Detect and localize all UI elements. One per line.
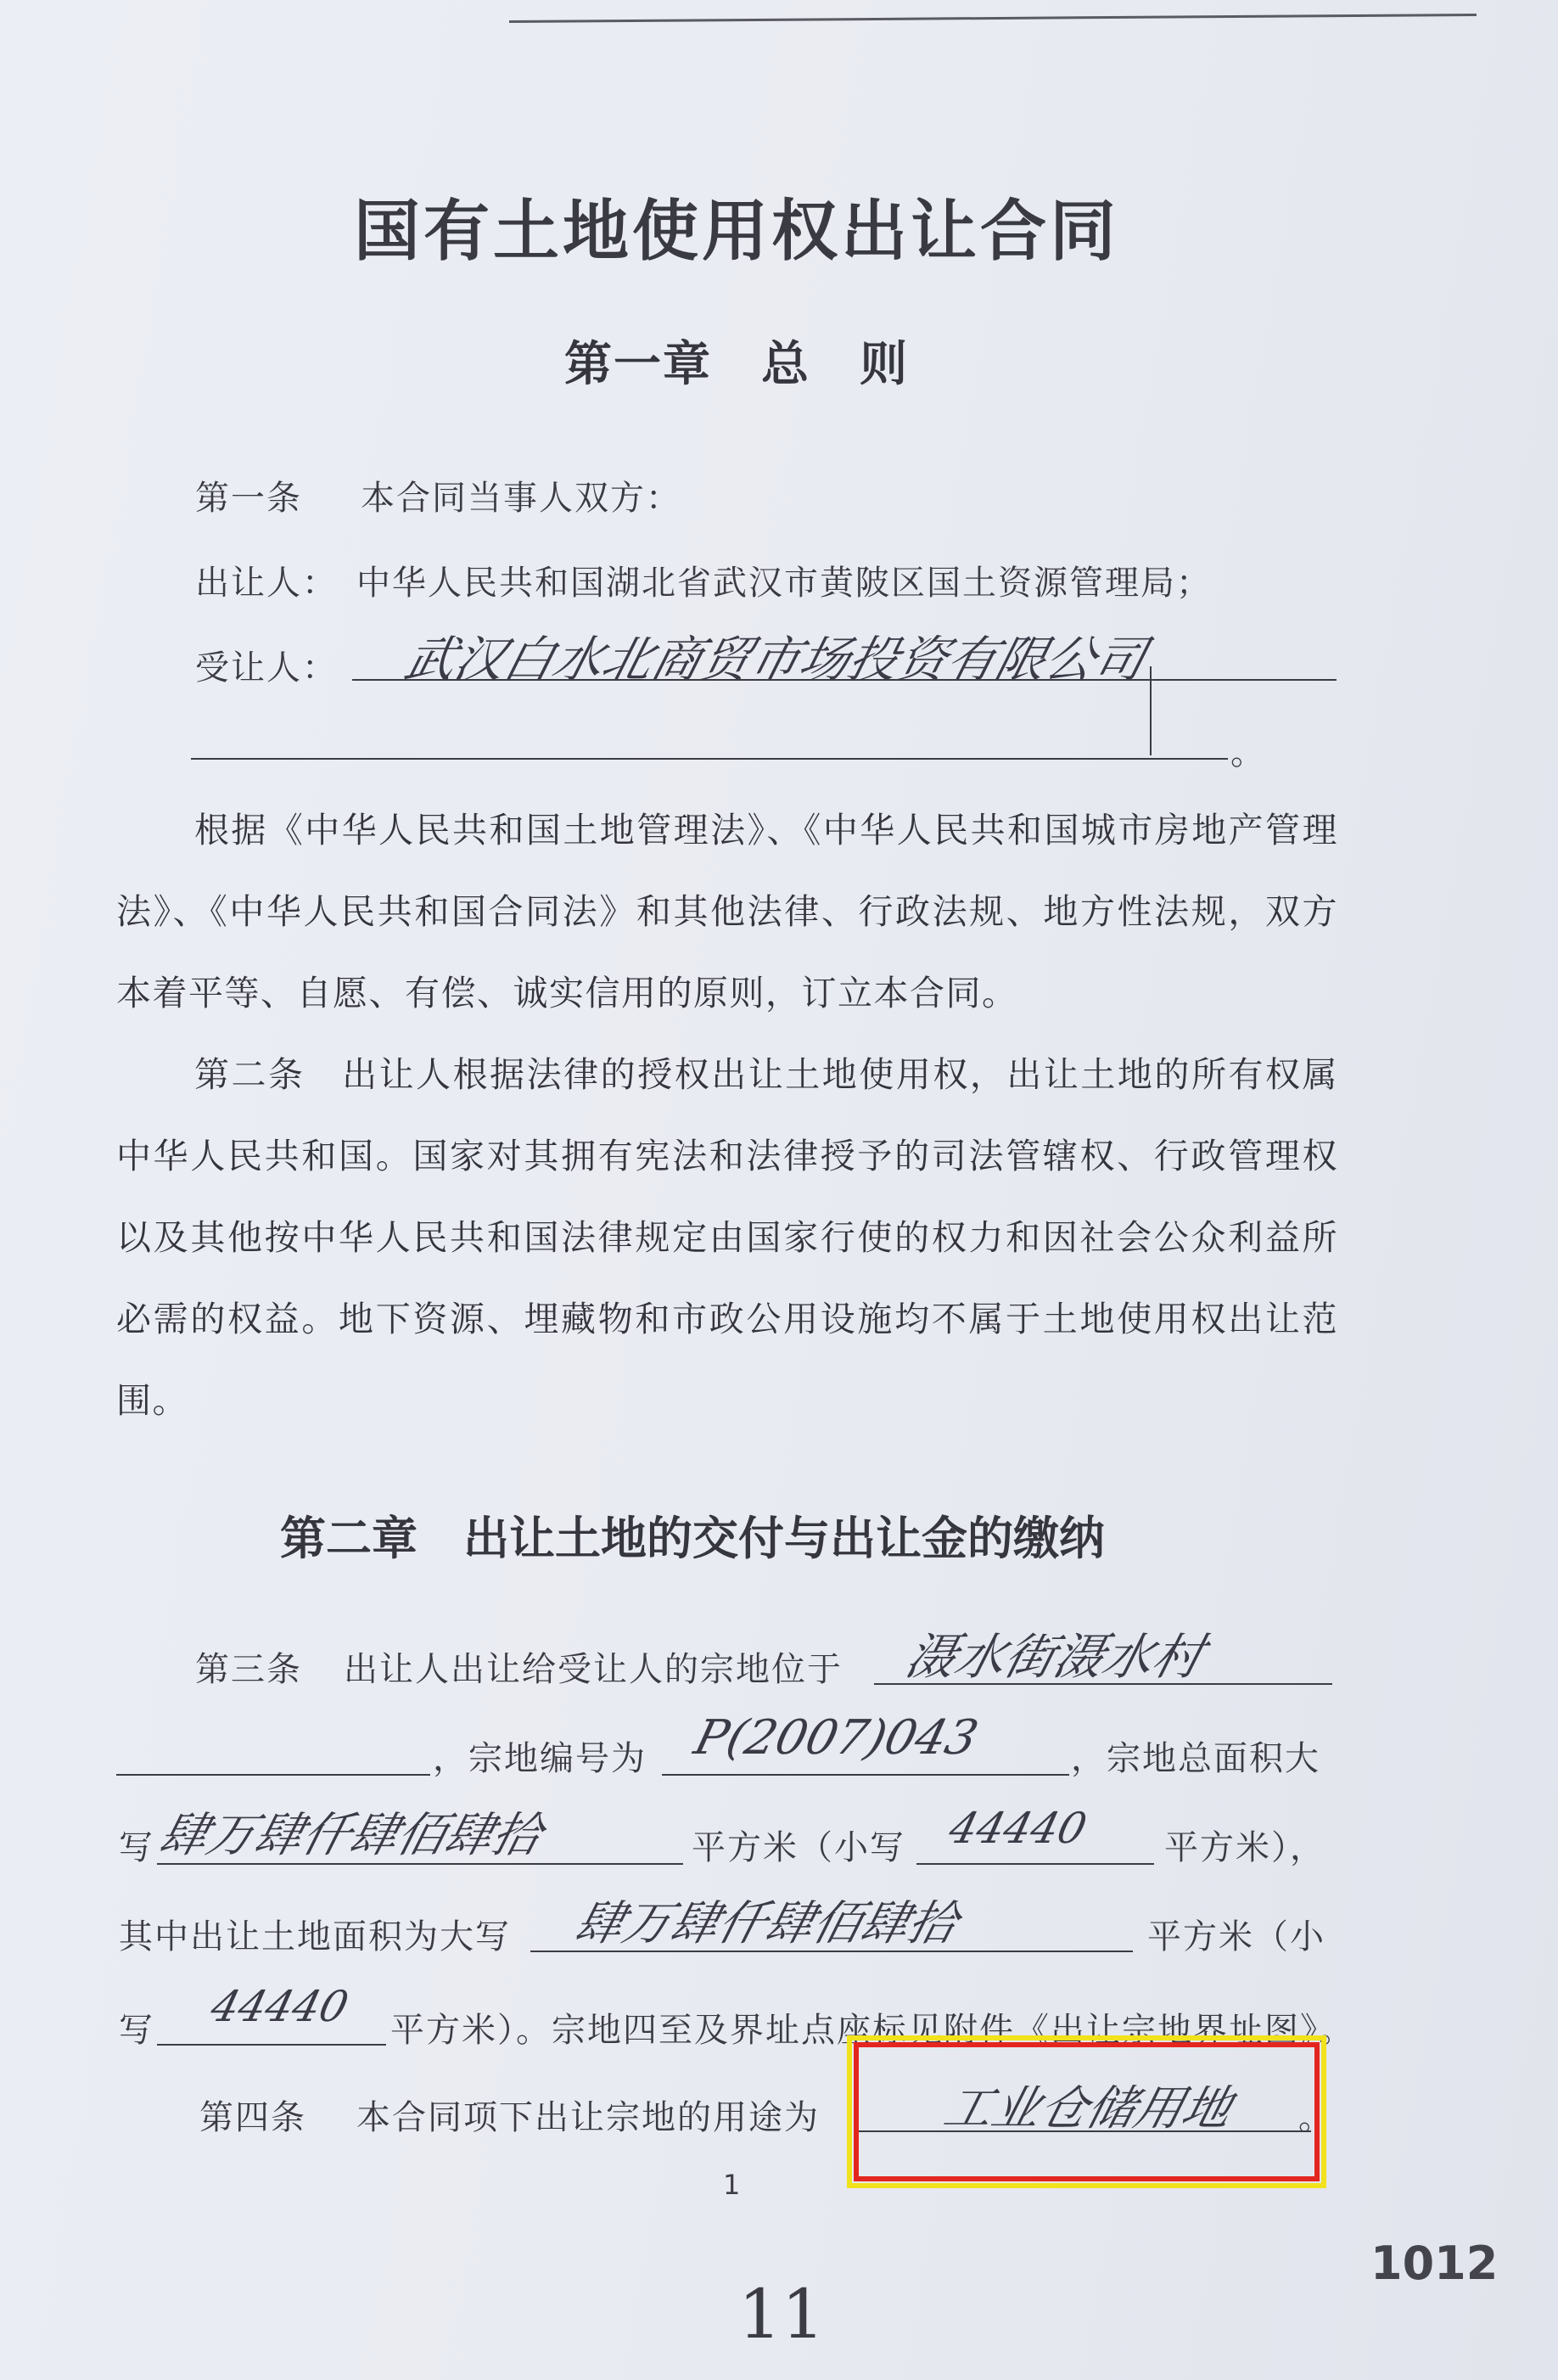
grantor-name: 中华人民共和国湖北省武汉市黄陂区国土资源管理局； — [356, 564, 1212, 603]
top-rule — [509, 14, 1477, 23]
article-3-text-e: 平方米（小写 — [692, 1828, 905, 1867]
area-big-handwriting: 肆万肆仟肆佰肆拾 — [153, 1808, 547, 1863]
grant-small-handwriting: 44440 — [205, 1982, 354, 2031]
grant-big-handwriting: 肆万肆仟肆佰肆拾 — [569, 1896, 963, 1951]
grantee-underline-1 — [352, 679, 1337, 681]
location-underline — [874, 1683, 1332, 1685]
article-3-text-a: 出让人出让给受让人的宗地位于 — [344, 1650, 843, 1689]
grantee-underline-2 — [191, 758, 1228, 760]
basis-paragraph: 根据《中华人民共和国土地管理法》、《中华人民共和国城市房地产管理法》、《中华人民共和国合同法》和其他法律、行政法规、地方性法规，双方本着平等、自愿、有偿、诚实信用的原则，订立本合同。 — [116, 810, 1338, 1013]
land-use-handwriting: 工业仓储用地 — [938, 2081, 1237, 2136]
article-4-head: 第四条 — [199, 2098, 306, 2137]
article-3-head: 第三条 — [195, 1650, 302, 1689]
page-number: 1 — [723, 2169, 741, 2201]
grantor-label: 出让人： — [195, 564, 338, 603]
article-3-text-d: 写 — [119, 1828, 154, 1867]
contract-title: 国有土地使用权出让合同 — [353, 194, 1119, 270]
article-1-text: 本合同当事人双方： — [361, 479, 681, 518]
article-2-paragraph: 第二条 出让人根据法律的授权出让土地使用权，出让土地的所有权属中华人民共和国。国家对其拥有宪法和法律授予的司法管辖权、行政管理权以及其他按中华人民共和国法律规定由国家行使的权力和因社会公众利益所必需的权益。地下资源、埋藏物和市政公用设施均不属于土地使用权出让范围。 — [116, 1054, 1338, 1421]
location-handwriting: 滠水街滠水村 — [899, 1628, 1210, 1686]
grantee-label: 受让人： — [195, 648, 338, 688]
area-small-underline — [916, 1863, 1154, 1865]
article-3-text-c: ，宗地总面积大 — [1071, 1739, 1320, 1778]
article-3-text-h: 平方米（小 — [1147, 1917, 1325, 1956]
grantee-end: 。 — [1230, 733, 1266, 772]
parcel-handwriting: P(2007)043 — [688, 1710, 984, 1765]
grant-small-underline — [157, 2044, 386, 2046]
corner-number: 1012 — [1370, 2237, 1499, 2290]
article-3-text-b: ，宗地编号为 — [433, 1739, 647, 1778]
signature-stroke — [1150, 666, 1152, 755]
location-underline-2 — [116, 1774, 430, 1776]
article-3-text-g: 其中出让土地面积为大写 — [119, 1917, 511, 1956]
chapter-2-heading: 第二章 出让土地的交付与出让金的缴纳 — [280, 1512, 1105, 1565]
article-1-head: 第一条 — [195, 479, 302, 518]
parcel-underline — [662, 1774, 1069, 1776]
article-3-text-f: 平方米）， — [1164, 1828, 1325, 1867]
grant-big-underline — [530, 1951, 1133, 1952]
article-3-text-j: 平方米）。宗地四至及界址点座标见附件《出让宗地界址图》。 — [390, 2011, 1354, 2050]
grantee-handwriting: 武汉白水北商贸市场投资有限公司 — [399, 631, 1152, 688]
area-small-handwriting: 44440 — [944, 1804, 1092, 1853]
area-big-underline — [157, 1863, 683, 1865]
article-4-text: 本合同项下出让宗地的用途为 — [356, 2098, 820, 2137]
article-4-end: 。 — [1298, 2098, 1334, 2137]
bottom-mark: 11 — [738, 2275, 825, 2354]
chapter-1-heading: 第一章 总 则 — [564, 337, 909, 392]
article-3-text-i: 写 — [119, 2011, 154, 2050]
highlight-box-red — [854, 2042, 1320, 2181]
